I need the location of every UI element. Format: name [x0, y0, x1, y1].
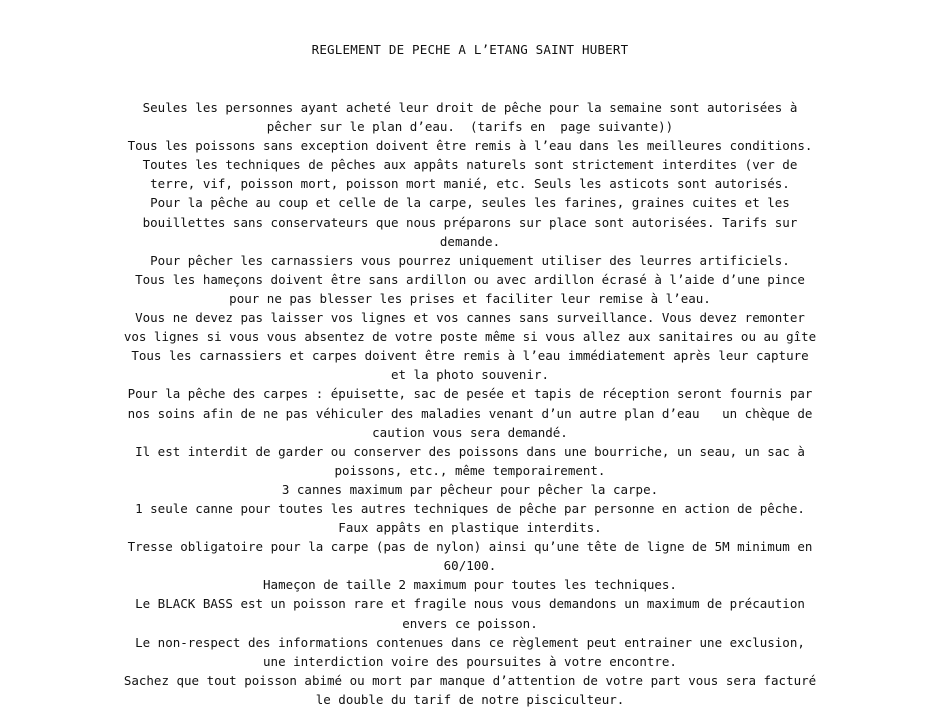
rule-line: Pour la pêche au coup et celle de la carpe, seules les farines, graines cuites et les: [150, 195, 790, 211]
rule-line: Hameçon de taille 2 maximum pour toutes les techniques.: [263, 577, 677, 593]
rule-line: caution vous sera demandé.: [372, 424, 568, 440]
rule-line: poissons, etc., même temporairement.: [334, 462, 606, 478]
rule-item: [70, 155, 870, 193]
rule-line: bouillettes sans conservateurs que nous préparons sur place sont autorisées. Tarifs sur: [142, 214, 798, 230]
rule-line: vos lignes si vous vous absentez de votre poste même si vous allez aux sanitaires ou au gîte: [123, 329, 817, 345]
rule-line: Pour pêcher les carnassiers vous pourrez uniquement utiliser des leurres artificiels.: [150, 252, 790, 268]
rule-line: 1 seule canne pour toutes les autres techniques de pêche par personne en action de pêche.: [135, 500, 805, 516]
rule-item: [70, 442, 870, 480]
rule-line: le double du tarif de notre pisciculteur.: [315, 691, 625, 707]
rule-line: Tous les hameçons doivent être sans ardillon ou avec ardillon écrasé à l’aide d’une pince: [135, 271, 805, 287]
rule-line: Le non-respect des informations contenues dans ce règlement peut entrainer une exclusion,: [135, 634, 805, 650]
rule-item: [70, 308, 870, 346]
rules-list: [70, 98, 870, 709]
rule-line: Il est interdit de garder ou conserver des poissons dans une bourriche, un seau, un sac à: [135, 443, 805, 459]
rule-line: Pour la pêche des carpes : épuisette, sac de pesée et tapis de réception seront fournis par: [127, 386, 813, 402]
rule-line: 60/100.: [443, 558, 497, 574]
rule-line: Tous les poissons sans exception doivent être remis à l’eau dans les meilleures conditions.: [127, 138, 813, 154]
rule-item: [70, 518, 870, 537]
rule-line: Faux appâts en plastique interdits.: [338, 520, 602, 536]
rule-line: envers ce poisson.: [402, 615, 538, 631]
rule-line: Seules les personnes ayant acheté leur droit de pêche pour la semaine sont autorisées à: [142, 100, 798, 115]
rule-item: [70, 537, 870, 575]
rule-line: nos soins afin de ne pas véhiculer des maladies venant d’un autre plan d’eau un chèque de: [127, 405, 813, 421]
rule-item: [70, 384, 870, 441]
rule-item: [70, 671, 870, 709]
rule-line: Tresse obligatoire pour la carpe (pas de nylon) ainsi qu’une tête de ligne de 5M minimum en: [127, 539, 813, 555]
rule-item: [70, 594, 870, 632]
rule-item: [70, 575, 870, 594]
rule-line: Tous les carnassiers et carpes doivent être remis à l’eau immédiatement après leur capture: [131, 348, 809, 364]
rule-line: demande.: [439, 233, 501, 249]
rule-item: [70, 251, 870, 270]
rule-item: [70, 98, 870, 136]
rule-line: Le BLACK BASS est un poisson rare et fragile nous vous demandons un maximum de précaution: [135, 596, 805, 612]
rule-item: [70, 633, 870, 671]
rule-line: une interdiction voire des poursuites à votre encontre.: [263, 653, 677, 669]
rule-item: [70, 480, 870, 499]
rule-line: terre, vif, poisson mort, poisson mort manié, etc. Seuls les asticots sont autorisés.: [150, 176, 790, 192]
rule-item: [70, 499, 870, 518]
rule-item: [70, 136, 870, 155]
rule-item: [70, 346, 870, 384]
rule-line: pour ne pas blesser les prises et faciliter leur remise à l’eau.: [229, 290, 711, 306]
rule-item: [70, 270, 870, 308]
rule-line: pêcher sur le plan d’eau. (tarifs en page suivante)): [266, 119, 674, 135]
rule-line: 3 cannes maximum par pêcheur pour pêcher la carpe.: [281, 481, 659, 497]
rule-line: Sachez que tout poisson abimé ou mort par manque d’attention de votre part vous sera facturé: [123, 672, 817, 688]
rule-item: [70, 193, 870, 250]
rule-line: et la photo souvenir.: [390, 367, 550, 383]
document-title: REGLEMENT DE PECHE A L’ETANG SAINT HUBERT: [311, 42, 629, 57]
rule-line: Toutes les techniques de pêches aux appâts naturels sont strictement interdites (ver de: [142, 157, 798, 173]
rule-line: Vous ne devez pas laisser vos lignes et vos cannes sans surveillance. Vous devez remonter: [135, 310, 805, 326]
